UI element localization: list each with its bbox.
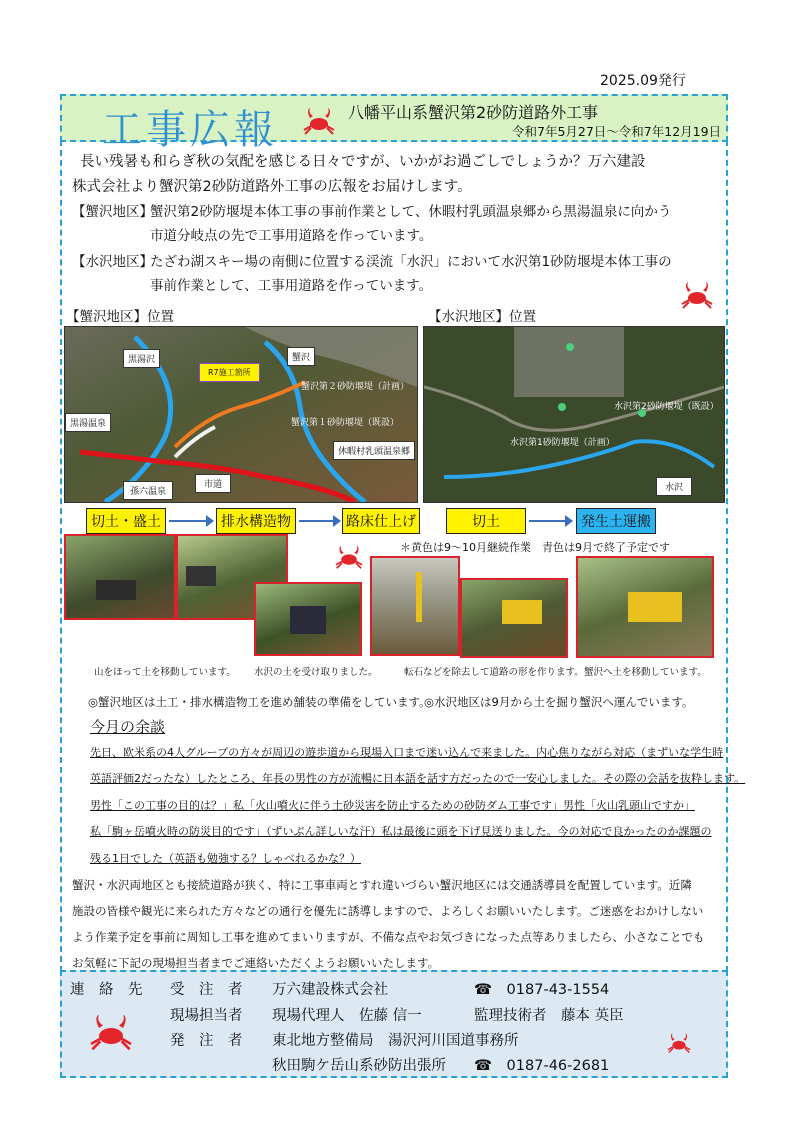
area-text-line: 蟹沢第2砂防堰堤本体工事の事前作業として、休暇村乳頭温泉郷から黒湯温泉に向かう xyxy=(150,204,672,220)
map-caption-mizusawa: 【水沢地区】位置 xyxy=(428,309,536,325)
area-text xyxy=(150,200,720,248)
contact-heading: 連 絡 先 xyxy=(70,982,143,998)
story-line: 残る1日でした（英語も勉強する？しゃべれるかな？） xyxy=(90,852,361,865)
flow-arrow-head xyxy=(333,515,341,527)
site-label: 現場担当者 xyxy=(170,1008,243,1024)
contractor-phone: ☎ 0187-43-1554 xyxy=(474,982,610,998)
map-label: 休暇村乳頭温泉郷 xyxy=(333,441,415,460)
map-mizusawa xyxy=(423,326,725,503)
summary-kanisawa: ◎蟹沢地区は土工・排水構造物工を進め舗装の準備をしています。 xyxy=(88,695,431,709)
photo-kanisawa-3 xyxy=(254,582,362,656)
flow-arrow-head xyxy=(565,515,573,527)
map-label: 蟹沢第１砂防堰堤（既設） xyxy=(291,418,400,428)
photo-mizusawa-3 xyxy=(576,556,714,658)
flow-step: 路床仕上げ xyxy=(342,508,420,534)
area-text-line: 事前作業として、工事用道路を作っています。 xyxy=(150,278,433,294)
story-line: 英語評価2だったな）したところ、年長の男性の方が流暢に日本語を話す方だったので一安心しました。その際の会話を抜粋します。 xyxy=(90,772,746,785)
closing-line: お気軽に下記の現場担当者までご連絡いただくようお願いいたします。 xyxy=(72,956,440,970)
page-title: 工事広報 xyxy=(102,107,278,153)
photo-mizusawa-2 xyxy=(460,578,568,658)
map-label: 水沢第1砂防堰堤（計画） xyxy=(510,438,615,448)
flow-arrow xyxy=(529,520,569,522)
area-mizusawa xyxy=(72,250,712,298)
site-person: 現場代理人 佐藤 信一 xyxy=(272,1008,422,1024)
map-label: 黒湯温泉 xyxy=(65,413,111,432)
photo-kanisawa-1 xyxy=(64,534,176,620)
area-tag: 【水沢地区】 xyxy=(72,254,153,270)
area-text-line: 市道分岐点の先で工事用道路を作っています。 xyxy=(150,228,433,244)
crab-icon xyxy=(302,106,336,136)
client-branch: 秋田駒ケ岳山系砂防出張所 xyxy=(272,1058,446,1074)
story-line: 先日、欧米系の4人グループの方々が周辺の遊歩道から現場入口まで迷い込んで来ました。内心焦りながら対応（まずいな学生時 xyxy=(90,746,724,759)
map-caption-kanisawa: 【蟹沢地区】位置 xyxy=(66,309,174,325)
photo-mizusawa-1 xyxy=(370,556,460,656)
flow-step: 切土・盛土 xyxy=(86,508,166,534)
client-office: 東北地方整備局 湯沢河川国道事務所 xyxy=(272,1033,519,1049)
area-tag: 【蟹沢地区】 xyxy=(72,204,153,220)
issue-date: 2025.09発行 xyxy=(600,73,686,89)
map-label: 蟹沢 xyxy=(287,347,315,366)
area-text xyxy=(150,250,720,298)
map-label: 蟹沢第２砂防堰堤（計画） xyxy=(301,382,410,392)
crab-icon xyxy=(334,544,364,570)
map-mizusawa-graphic xyxy=(424,327,724,502)
map-label: 黒湯沢 xyxy=(123,349,160,368)
crab-icon xyxy=(88,1012,134,1052)
photo-caption: 山をほって土を移動しています。 xyxy=(94,667,236,678)
client-phone: ☎ 0187-46-2681 xyxy=(474,1058,610,1074)
flow-step: 発生土運搬 xyxy=(576,508,656,534)
crab-icon xyxy=(666,1032,692,1054)
story-line: 私「駒ヶ岳噴火時の防災目的です」（ずいぶん詳しいな汗）私は最後に頭を下げ見送りました。今の対応で良かったのか課題の xyxy=(90,825,712,838)
photo-caption: 水沢の土を受け取りました。 xyxy=(254,667,378,678)
photo-caption: 蟹沢へ土を移動しています。 xyxy=(584,667,707,678)
summary-mizusawa: ◎水沢地区は9月から土を掘り蟹沢へ運んでいます。 xyxy=(424,695,694,709)
closing-line: 施設の皆様や観光に来られた方々などの通行を優先に誘導しますので、よろしくお願いいたします。ご迷惑をおかけしない xyxy=(72,904,704,918)
header-banner xyxy=(60,94,728,153)
closing-line: 蟹沢・水沢両地区とも接続道路が狭く、特に工事車両とすれ違いづらい蟹沢地区には交通誘導員を配置しています。近隣 xyxy=(72,878,692,892)
area-kanisawa xyxy=(72,200,712,248)
section-heading: 今月の余談 xyxy=(90,718,166,736)
story-line: 男性「この工事の目的は？」私「火山噴火に伴う土砂災害を防止するための砂防ダム工事です」男性「火山乳頭山ですか」 xyxy=(90,799,695,812)
map-label: 市道 xyxy=(195,474,231,493)
intro-text xyxy=(72,150,712,200)
contact-box xyxy=(60,970,728,1078)
project-name: 八幡平山系蟹沢第2砂防道路外工事 xyxy=(348,103,599,122)
map-label-site: R7施工箇所 xyxy=(199,363,260,382)
client-label: 発 注 者 xyxy=(170,1033,243,1049)
intro-line: 株式会社より蟹沢第2砂防道路外工事の広報をお届けします。 xyxy=(72,179,472,195)
flow-step: 排水構造物 xyxy=(216,508,296,534)
crab-icon xyxy=(680,280,714,310)
contractor-label: 受 注 者 xyxy=(170,982,243,998)
photo-caption: 転石などを除去して道路の形を作ります。 xyxy=(404,667,584,678)
closing-line: よう作業予定を事前に周知し工事を進めてまいりますが、不備な点やお気づきになった点等ありましたら、小さなことでも xyxy=(72,930,705,944)
intro-line: 長い残暑も和らぎ秋の気配を感じる日々ですが、いかがお過ごしでしょうか？万六建設 xyxy=(80,154,646,170)
project-period: 令和7年5月27日～令和7年12月19日 xyxy=(512,124,722,139)
engineer: 監理技術者 藤本 英臣 xyxy=(474,1008,624,1024)
closing-text xyxy=(72,872,712,976)
flow-arrow-head xyxy=(206,515,214,527)
flow-step: 切土 xyxy=(446,508,526,534)
map-kanisawa xyxy=(64,326,418,503)
map-label: 孫六温泉 xyxy=(123,481,173,500)
contractor-name: 万六建設株式会社 xyxy=(272,982,388,998)
map-label: 水沢 xyxy=(656,477,692,496)
map-label: 水沢第2砂防堰堤（既設） xyxy=(614,402,719,412)
flow-note: ＊黄色は9～10月継続作業 青色は9月で終了予定です xyxy=(400,541,670,554)
area-text-line: たざわ湖スキー場の南側に位置する渓流「水沢」において水沢第1砂防堰堤本体工事の xyxy=(150,254,672,270)
